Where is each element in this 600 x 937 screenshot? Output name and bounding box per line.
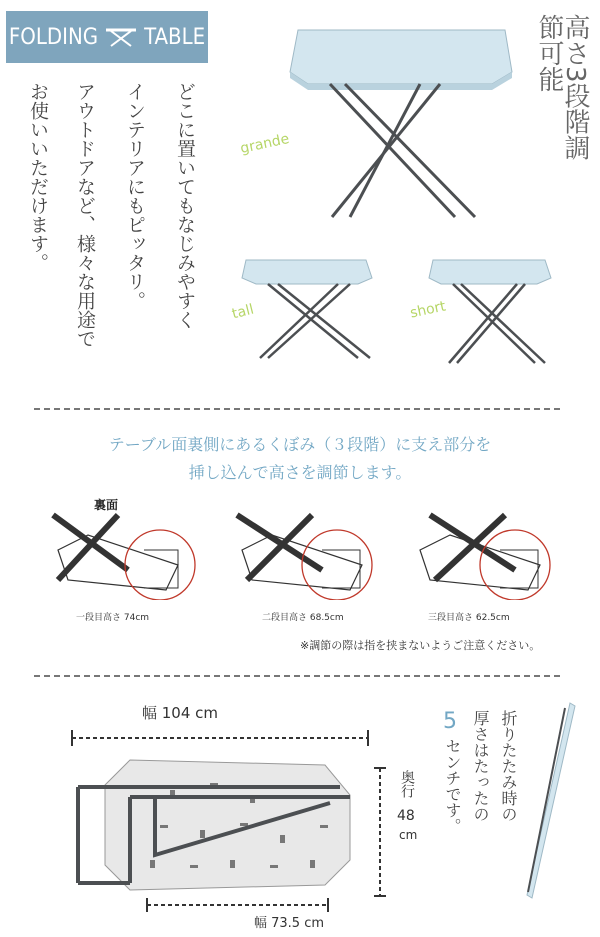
intro-line-4: お使いいただけます。	[27, 82, 49, 272]
width-label: 幅 104 cm	[142, 704, 219, 722]
intro-line-3: アウトドアなど、様々な用途で	[74, 82, 96, 348]
underside-diagram-1	[48, 510, 196, 600]
height-level-1-label: 一段目高さ 74cm	[76, 613, 150, 623]
bottom-width-label: 幅 73.5 cm	[254, 916, 325, 931]
tag-grande: grande	[238, 131, 291, 157]
underside-diagram-3	[410, 510, 558, 600]
badge-left-text: FOLDING	[8, 24, 99, 50]
tag-tall: tall	[230, 301, 256, 323]
intro-line-2: インテリアにもピッタリ。	[124, 82, 146, 310]
bottom-width-dimension-line	[145, 897, 330, 913]
divider	[34, 675, 560, 677]
folded-table-topview	[70, 755, 375, 895]
underside-diagram-2	[232, 510, 380, 600]
folded-table-side-photo	[520, 700, 585, 905]
width-dimension-line	[70, 728, 370, 748]
caution-note: ※調節の際は指を挟まないようご注意ください。	[300, 639, 541, 652]
depth-label-a: 奥行	[399, 770, 415, 798]
table-tall-photo	[238, 258, 378, 368]
folded-text-line-2: 厚さはたったの	[471, 710, 490, 822]
tag-short: short	[408, 298, 448, 322]
table-icon	[104, 26, 138, 48]
underside-label: 裏面	[94, 498, 119, 512]
depth-dimension-line	[372, 766, 388, 898]
folded-text-line-3: センチです。	[443, 738, 462, 834]
height-level-2-label: 二段目高さ 68.5cm	[262, 613, 344, 623]
folding-table-badge	[6, 11, 208, 63]
folded-text-line-1: 折りたたみ時の	[499, 710, 518, 822]
folded-thickness-number: 5	[443, 709, 457, 734]
divider	[34, 408, 560, 410]
depth-label-c: cm	[399, 828, 418, 842]
intro-line-1: どこに置いてもなじみやすく	[174, 82, 196, 329]
badge-right-text: TABLE	[144, 24, 206, 50]
depth-label-b: 48	[397, 808, 415, 824]
instruction-line-1: テーブル面裏側にあるくぼみ（３段階）に支え部分を	[108, 435, 492, 454]
height-heading: 高さ3段階調節可能	[534, 14, 590, 161]
table-grande-photo	[280, 22, 525, 227]
height-level-3-label: 三段目高さ 62.5cm	[428, 613, 510, 623]
instruction-line-2: 挿し込んで高さを調節します。	[188, 463, 412, 482]
